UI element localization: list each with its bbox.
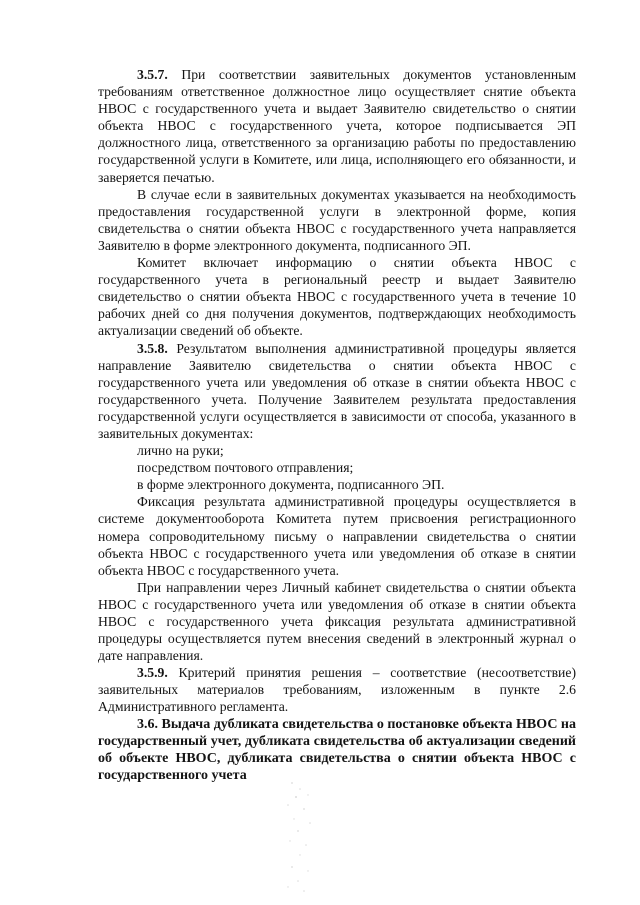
document-page	[98, 66, 576, 784]
section-heading-3-6: 3.6. Выдача дубликата свидетельства о постановке объекта НВОС на государственный учет, дубликата свидетельства об актуализации сведений об объекте НВОС, дубликата свидетельства о снятии объекта НВОС с государственного учета	[98, 716, 576, 783]
paragraph-electronic-form: В случае если в заявительных документах указывается на необходимость предоставления государственной услуги в электронной форме, копия свидетельства о снятии объекта НВОС с государственного учета направляется Заявителю в форме электронного документа, подписанного ЭП.	[98, 186, 576, 253]
paragraph-committee-register: Комитет включает информацию о снятии объекта НВОС с государственного учета в региональный реестр и выдает Заявителю свидетельство о снятии объекта НВОС с государственного учета в течение 10 рабочих дней со дня получения документов, подтверждающих необходимость актуализации сведений об объекте.	[98, 255, 576, 339]
paragraph-text: Результатом выполнения административной процедуры является направление Заявителю свидетельства о снятии объекта НВОС с государственного учета или уведомления об отказе в снятии объекта НВОС с государственного учета. Получение Заявителем результата предоставления государственной услуги осуществляется в зависимости от способа, указанного в заявительных документах:	[98, 340, 577, 441]
paragraph-3-5-7	[98, 66, 576, 186]
paragraph-3-5-8	[98, 340, 576, 443]
section-number: 3.5.8.	[137, 340, 168, 356]
scan-smudge	[270, 775, 330, 895]
list-item-post: посредством почтового отправления;	[137, 460, 354, 476]
paragraph-personal-cabinet: При направлении через Личный кабинет свидетельства о снятии объекта НВОС с государственного учета или уведомления об отказе в снятии объекта НВОС с государственного учета фиксация результата административной процедуры осуществляется путем внесения сведений в электронный журнал о дате направления.	[98, 579, 576, 664]
paragraph-text: При соответствии заявительных документов установленным требованиям ответственное должностное лицо осуществляет снятие объекта НВОС с государственного учета и выдает Заявителю свидетельство о снятии объекта НВОС с государственного учета, которое подписывается ЭП должностного лица, ответственного за организацию работы по предоставлению государственной услуги в Комитете, или лица, исполняющего его обязанности, и заверяется печатью.	[98, 67, 576, 185]
paragraph-3-5-9	[98, 664, 576, 715]
section-number: 3.5.9.	[137, 665, 168, 681]
paragraph-fixation: Фиксация результата административной процедуры осуществляется в системе документооборота Комитета путем присвоения регистрационного номера сопроводительному письму о направлении свидетельства о снятии объекта НВОС с государственного учета или уведомления об отказе в снятии объекта НВОС с государственного учета.	[98, 494, 576, 578]
section-number: 3.5.7.	[137, 67, 168, 82]
list-item-electronic: в форме электронного документа, подписанного ЭП.	[137, 477, 445, 493]
paragraph-text: Критерий принятия решения – соответствие (несоответствие) заявительных материалов требованиям, изложенным в пункте 2.6 Административного регламента.	[98, 665, 576, 715]
list-item-in-person: лично на руки;	[137, 443, 224, 459]
